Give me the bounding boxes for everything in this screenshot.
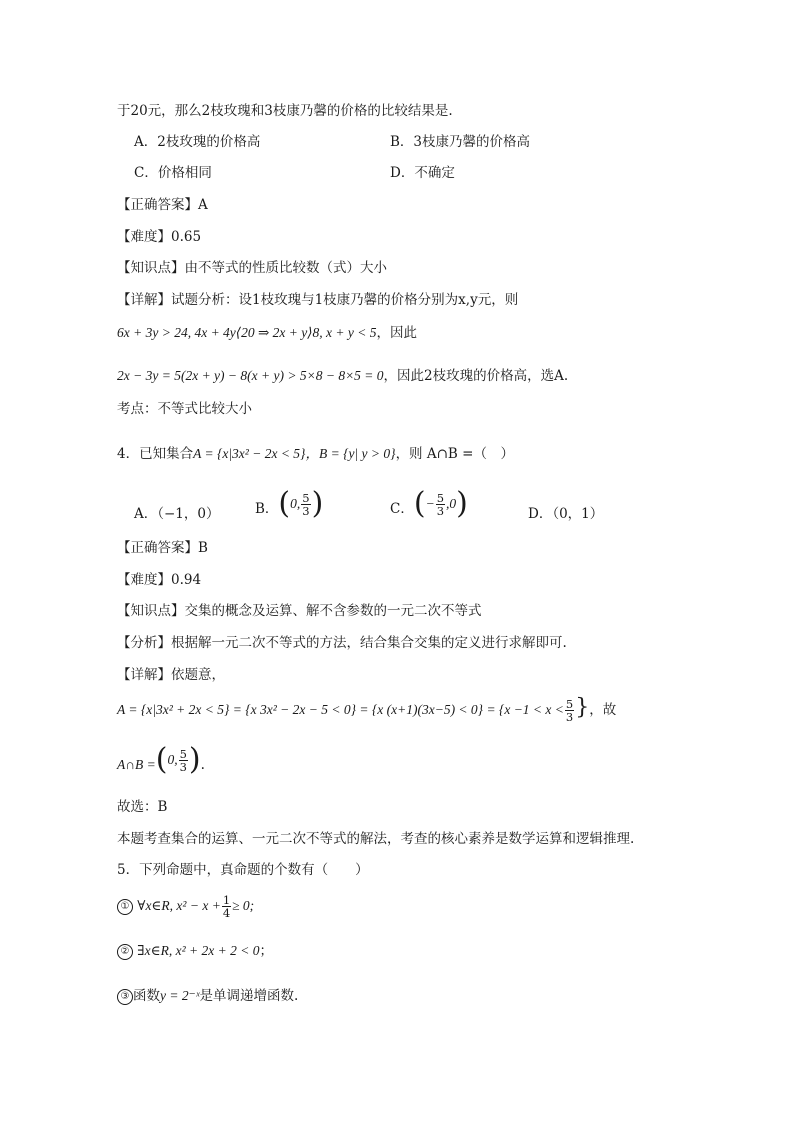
q4-option-c-fraction: $\frac{5}{3}$	[436, 490, 445, 518]
q5-item2-math: ∃x∈R, x² + 2x + 2 < 0	[137, 943, 260, 958]
q4-option-c: C． ( − $\frac{5}{3}$ ,0 )	[390, 486, 468, 521]
q4-set-b: ，B = {y| y > 0}	[305, 446, 396, 461]
q5-item3-post: 是单调递增函数.	[199, 988, 299, 1004]
q4-option-d: D．（0，1）	[528, 506, 604, 522]
q4-detail: 【详解】依题意，	[117, 667, 225, 683]
q5-item3-pre: 函数	[133, 988, 160, 1004]
q3-equation-2	[117, 366, 568, 386]
q3-stem-tail: 于20元，那么2枝玫瑰和3枝康乃馨的价格的比较结果是.	[117, 103, 453, 119]
q4-sol1-math: A = {x|3x² + 2x < 5} = {x 3x² − 2x − 5 < 0} = {x (x+1)(3x−5) < 0} = {x −1 < x <	[117, 702, 564, 717]
q5-item1-math: ∀x∈R, x² − x +	[137, 898, 221, 913]
q4-stem-pre: 4．已知集合	[117, 446, 194, 462]
q4-knowledge: 【知识点】交集的概念及运算、解不含参数的一元二次不等式	[117, 603, 482, 619]
q5-item2-tail: ；	[259, 943, 273, 959]
q3-eq1-math: 6x + 3y > 24, 4x + 4y⟨20 ⇒ 2x + y⟩8, x + y < 5	[117, 325, 377, 340]
q5-item1-tail: ≥ 0;	[232, 898, 255, 913]
q3-answer: 【正确答案】A	[117, 197, 208, 213]
q4-difficulty: 【难度】0.94	[117, 572, 202, 588]
circled-one-icon: ①	[117, 899, 133, 915]
q3-option-c: C．价格相同	[134, 165, 212, 181]
q4-sol1-tail: ，故	[589, 702, 617, 718]
q5-item-1	[117, 886, 254, 926]
q4-stem	[117, 444, 514, 464]
q4-option-b-fraction: $\frac{5}{3}$	[302, 490, 310, 518]
q4-choose: 故选：B	[117, 799, 168, 815]
q4-option-c-label: C．	[390, 501, 414, 517]
q5-item3-math: y = 2⁻ˣ	[160, 988, 200, 1003]
q3-option-d: D．不确定	[390, 165, 455, 181]
q3-eq2-tail: ，因此2枝玫瑰的价格高，选A.	[383, 368, 569, 384]
q4-option-b: B． ( 0, $\frac{5}{3}$ )	[255, 486, 324, 521]
q5-item1-fraction: $\frac{1}{4}$	[222, 893, 231, 920]
q4-stem-post: ，则 A∩B =（ ）	[395, 446, 514, 462]
q3-eq2-math: 2x − 3y = 5(2x + y) − 8(x + y) > 5×8 − 8×5 = 0	[117, 368, 384, 383]
circled-two-icon: ②	[117, 944, 133, 960]
q3-knowledge: 【知识点】由不等式的性质比较数（式）大小	[117, 260, 387, 276]
q5-item-3	[117, 986, 298, 1006]
q5-item-2	[117, 941, 273, 961]
q5-stem: 5．下列命题中，真命题的个数有（ ）	[117, 862, 369, 878]
q4-answer: 【正确答案】B	[117, 540, 208, 556]
q3-equation-1	[117, 323, 417, 343]
q4-analysis: 【分析】根据解一元二次不等式的方法，结合集合交集的定义进行求解即可.	[117, 635, 567, 651]
q3-difficulty: 【难度】0.65	[117, 229, 202, 245]
q4-sol1-fraction: $\frac{5}{3}$	[565, 697, 574, 724]
q3-detail-intro: 【详解】试题分析：设1枝玫瑰与1枝康乃馨的价格分别为x,y元，则	[117, 292, 519, 308]
q4-sol2-math: A∩B =	[117, 757, 156, 772]
q4-solution-1: A = {x|3x² + 2x < 5} = {x 3x² − 2x − 5 < 0} = {x (x+1)(3x−5) < 0} = {x −1 < x < $\frac{5}{3}$ }，故	[117, 695, 617, 724]
q4-set-a: A = {x|3x² − 2x < 5}	[193, 446, 306, 461]
q4-solution-2: A∩B = ( 0, $\frac{5}{3}$ ) .	[117, 742, 205, 777]
q4-summary: 本题考查集合的运算、一元二次不等式的解法，考查的核心素养是数学运算和逻辑推理.	[117, 831, 635, 847]
q4-sol2-fraction: $\frac{5}{3}$	[179, 746, 187, 774]
q3-option-b: B．3枝康乃馨的价格高	[390, 134, 531, 150]
q4-option-b-label: B．	[255, 501, 279, 517]
q3-kaodian: 考点：不等式比较大小	[117, 401, 252, 417]
q3-option-a: A．2枝玫瑰的价格高	[134, 134, 261, 150]
circled-three-icon: ③	[117, 989, 133, 1005]
q3-eq1-tail: ，因此	[376, 325, 417, 341]
q4-option-a: A．（−1，0）	[134, 506, 220, 522]
